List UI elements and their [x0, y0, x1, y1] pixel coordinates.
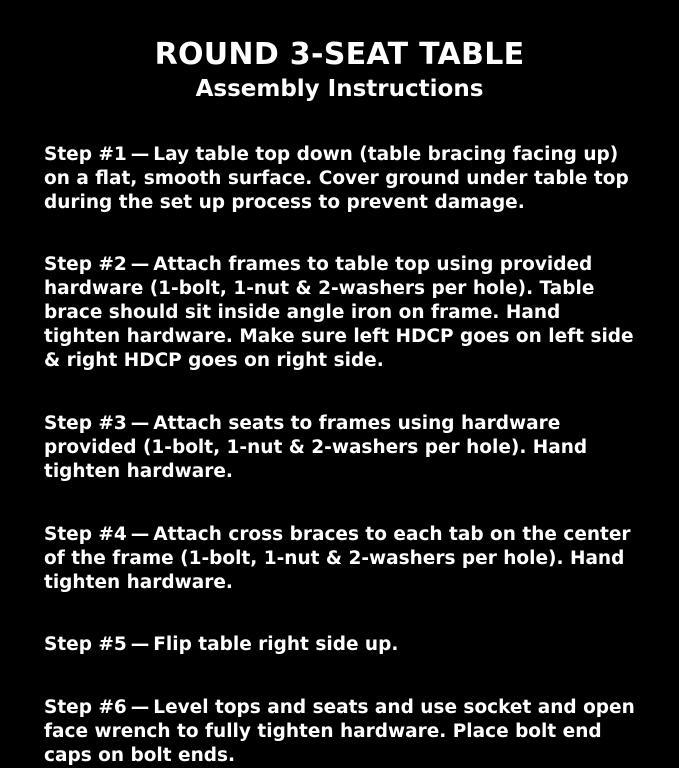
step-label: Step #4	[44, 523, 127, 545]
step-label: Step #5	[44, 634, 127, 656]
step-separator: —	[130, 523, 150, 545]
step-text: Lay table top down (table bracing facing up) on a flat, smooth surface. Cover ground under table top during the set up process to prevent damage.	[44, 143, 629, 213]
step-text: Flip table right side up.	[153, 634, 399, 656]
page-title: ROUND 3-SEAT TABLE	[154, 37, 525, 72]
step-text: Attach seats to frames using hardware provided (1-bolt, 1-nut & 2-washers per hole). Hand tighten hardware.	[44, 412, 588, 482]
step-label: Step #2	[44, 254, 127, 276]
step-separator: —	[130, 412, 150, 434]
step-separator: —	[130, 634, 150, 656]
step-item	[44, 696, 635, 768]
step-label: Step #6	[44, 696, 127, 718]
step-separator: —	[130, 696, 150, 718]
step-separator: —	[130, 254, 150, 276]
step-item	[44, 523, 635, 595]
page-subtitle: Assembly Instructions	[195, 75, 484, 102]
step-label: Step #1	[44, 143, 127, 165]
steps-list	[44, 124, 635, 768]
step-item	[44, 412, 635, 484]
step-item	[44, 633, 635, 657]
step-text: Level tops and seats and use socket and open face wrench to fully tighten hardware. Place bolt end caps on bolt ends.	[44, 696, 635, 766]
step-item	[44, 143, 635, 215]
step-text: Attach cross braces to each tab on the center of the frame (1-bolt, 1-nut & 2-washers per hole). Hand tighten hardware.	[44, 523, 631, 593]
step-label: Step #3	[44, 412, 127, 434]
step-text: Attach frames to table top using provided hardware (1-bolt, 1-nut & 2-washers per hole). Table brace should sit inside angle iron on frame. Hand tighten hardware. Make sure left HDCP goes on left side & right HDCP goes on right side.	[44, 254, 634, 372]
step-item	[44, 253, 635, 373]
step-separator: —	[130, 143, 150, 165]
